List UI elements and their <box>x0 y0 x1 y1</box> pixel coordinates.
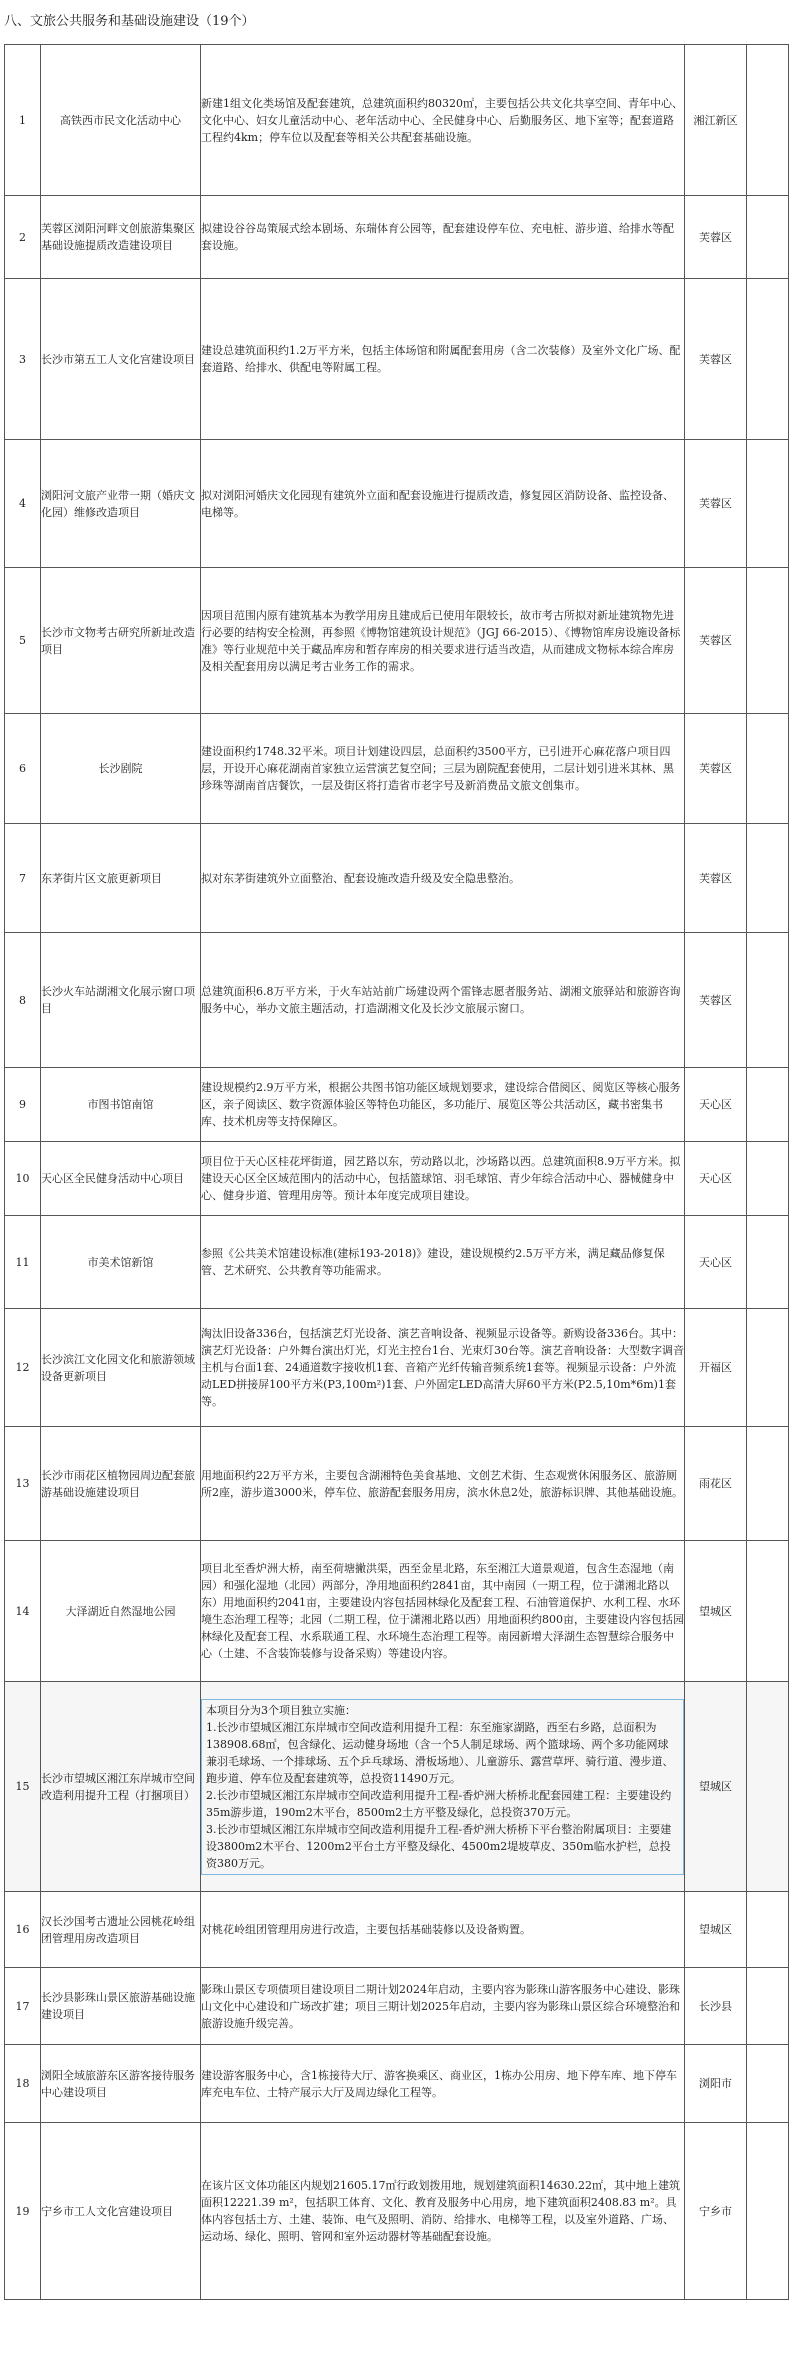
row-index: 13 <box>5 1427 41 1541</box>
project-description: 用地面积约22万平方米，主要包含湖湘特色美食基地、文创艺术街、生态观赏休闲服务区、旅游厕所2座，游步道3000米，停车位、旅游配套服务用房，滨水休息2处，旅游标识牌、其他基础设施。 <box>201 1427 685 1541</box>
project-description: 项目位于天心区桂花坪街道，园艺路以东，劳动路以北，沙场路以西。总建筑面积8.9万平方米。拟建设天心区全区域范围内的活动中心，包括篮球馆、羽毛球馆、青少年综合活动中心、器械健身中心、健身步道、管理用房等。预计本年度完成项目建设。 <box>201 1142 685 1216</box>
project-name: 汉长沙国考古遗址公园桃花岭组团管理用房改造项目 <box>41 1892 201 1968</box>
project-district: 望城区 <box>685 1682 747 1892</box>
project-district: 芙蓉区 <box>685 933 747 1068</box>
table-row <box>5 45 789 196</box>
table-row <box>5 824 789 933</box>
row-index: 17 <box>5 1968 41 2045</box>
row-index: 10 <box>5 1142 41 1216</box>
row-index: 19 <box>5 2123 41 2300</box>
row-index: 3 <box>5 279 41 440</box>
project-name: 长沙滨江文化园文化和旅游领域设备更新项目 <box>41 1309 201 1427</box>
project-district: 开福区 <box>685 1309 747 1427</box>
table-row <box>5 1968 789 2045</box>
project-name: 市图书馆南馆 <box>41 1068 201 1142</box>
project-district: 芙蓉区 <box>685 824 747 933</box>
table-row <box>5 1892 789 1968</box>
project-district: 望城区 <box>685 1892 747 1968</box>
row-index: 11 <box>5 1216 41 1309</box>
empty-cell <box>747 1216 789 1309</box>
row-index: 14 <box>5 1541 41 1682</box>
project-name: 市美术馆新馆 <box>41 1216 201 1309</box>
row-index: 9 <box>5 1068 41 1142</box>
empty-cell <box>747 1541 789 1682</box>
project-description: 总建筑面积6.8万平方米，于火车站站前广场建设两个雷锋志愿者服务站、湖湘文旅驿站和旅游咨询服务中心，举办文旅主题活动，打造湖湘文化及长沙文旅展示窗口。 <box>201 933 685 1068</box>
project-district: 湘江新区 <box>685 45 747 196</box>
table-row <box>5 933 789 1068</box>
project-district: 芙蓉区 <box>685 440 747 568</box>
empty-cell <box>747 824 789 933</box>
project-name: 大泽湖近自然湿地公园 <box>41 1541 201 1682</box>
project-name: 宁乡市工人文化宫建设项目 <box>41 2123 201 2300</box>
project-description: 拟对浏阳河婚庆文化园现有建筑外立面和配套设施进行提质改造，修复园区消防设备、监控设备、电梯等。 <box>201 440 685 568</box>
description-box <box>201 1699 684 1875</box>
row-index: 5 <box>5 568 41 714</box>
description-line: 1.长沙市望城区湘江东岸城市空间改造利用提升工程：东至施家湖路，西至右乡路，总面积为138908.68㎡，包含绿化、运动健身场地（含一个5人制足球场、两个篮球场、两个多功能网球兼羽毛球场、一个排球场、五个乒乓球场、滑板场地）、儿童游乐、露营草坪、骑行道、漫步道、跑步道、停车位及配套建筑等，总投资11490万元。 <box>206 1720 674 1785</box>
project-district: 芙蓉区 <box>685 196 747 279</box>
description-line: 3.长沙市望城区湘江东岸城市空间改造利用提升工程-香炉洲大桥桥下平台整治附属项目：主要建设3800m2木平台、1200m2平台土方平整及绿化、4500m2堤坡草皮、350m临水护栏，总投资380万元。 <box>206 1822 672 1870</box>
empty-cell <box>747 1427 789 1541</box>
empty-cell <box>747 45 789 196</box>
project-description: 对桃花岭组团管理用房进行改造，主要包括基础装修以及设备购置。 <box>201 1892 685 1968</box>
row-index: 6 <box>5 714 41 824</box>
project-name: 长沙火车站湖湘文化展示窗口项目 <box>41 933 201 1068</box>
row-index: 4 <box>5 440 41 568</box>
empty-cell <box>747 2123 789 2300</box>
empty-cell <box>747 279 789 440</box>
table-row <box>5 279 789 440</box>
empty-cell <box>747 714 789 824</box>
project-name: 高铁西市民文化活动中心 <box>41 45 201 196</box>
project-district: 芙蓉区 <box>685 568 747 714</box>
empty-cell <box>747 440 789 568</box>
project-district: 芙蓉区 <box>685 714 747 824</box>
table-row <box>5 440 789 568</box>
row-index: 1 <box>5 45 41 196</box>
project-district: 天心区 <box>685 1068 747 1142</box>
project-name: 天心区全民健身活动中心项目 <box>41 1142 201 1216</box>
table-row <box>5 196 789 279</box>
project-description: 拟建设谷谷岛策展式绘本剧场、东瑞体育公园等，配套建设停车位、充电桩、游步道、给排水等配套设施。 <box>201 196 685 279</box>
project-description: 拟对东茅街建筑外立面整治、配套设施改造升级及安全隐患整治。 <box>201 824 685 933</box>
table-row <box>5 1068 789 1142</box>
project-name: 长沙市雨花区植物园周边配套旅游基础设施建设项目 <box>41 1427 201 1541</box>
project-name: 浏阳河文旅产业带一期（婚庆文化园）维修改造项目 <box>41 440 201 568</box>
empty-cell <box>747 2045 789 2123</box>
project-description: 因项目范围内原有建筑基本为教学用房且建成后已使用年限较长，故市考古所拟对新址建筑物先进行必要的结构安全检测，再参照《博物馆建筑设计规范》（JGJ 66-2015）、《博物馆库房设施设备标准》等行业规范中关于藏品库房和暂存库房的相关要求进行适当改造，从而建成文物标本综合库房及相关配套用房以满足考古业务工作的需求。 <box>201 568 685 714</box>
empty-cell <box>747 568 789 714</box>
project-description: 新建1组文化类场馆及配套建筑，总建筑面积约80320㎡，主要包括公共文化共享空间、青年中心、文化中心、妇女儿童活动中心、老年活动中心、全民健身中心、后勤服务区、地下室等；配套道路工程约4km；停车位以及配套等相关公共配套基础设施。 <box>201 45 685 196</box>
empty-cell <box>747 1309 789 1427</box>
project-description: 淘汰旧设备336台，包括演艺灯光设备、演艺音响设备、视频显示设备等。新购设备336台。其中：演艺灯光设备：户外舞台演出灯光，灯光主控台1台、光束灯30台等。演艺音响设备：大型数字调音主机与台面1套、24通道数字接收机1套、音箱产光纤传输音频系统1套等。视频显示设备：户外流动LED拼接屏100平方米(P3,100m²)1套、户外固定LED高清大屏60平方米(P2.5,10m*6m)1套等。 <box>201 1309 685 1427</box>
project-district: 天心区 <box>685 1216 747 1309</box>
project-description: 建设游客服务中心，含1栋接待大厅、游客换乘区、商业区，1栋办公用房、地下停车库、地下停车库充电车位、土特产展示大厅及周边绿化工程等。 <box>201 2045 685 2123</box>
empty-cell <box>747 1682 789 1892</box>
project-name: 芙蓉区浏阳河畔文创旅游集聚区基础设施提质改造建设项目 <box>41 196 201 279</box>
row-index: 12 <box>5 1309 41 1427</box>
table-row <box>5 1309 789 1427</box>
row-index: 15 <box>5 1682 41 1892</box>
project-description: 项目北至香炉洲大桥，南至荷塘撇洪渠，西至金星北路，东至湘江大道景观道，包含生态湿地（南园）和强化湿地（北园）两部分，净用地面积约2841亩，其中南园（一期工程，位于潇湘北路以东）用地面积约2041亩，主要建设内容包括园林绿化及配套工程、石油管道保护、水利工程、水环境生态治理工程等；北园（二期工程，位于潇湘北路以西）用地面积约800亩，主要建设内容包括园林绿化及配套工程、水系联通工程、水环境生态治理工程等。南园新增大泽湖生态智慧综合服务中心（土建、不含装饰装修与设备采购）等建设内容。 <box>201 1541 685 1682</box>
description-line: 2.长沙市望城区湘江东岸城市空间改造利用提升工程-香炉洲大桥桥北配套园建工程：主要建设约35m游步道，190m2木平台，8500m2土方平整及绿化，总投资370万元。 <box>206 1788 672 1819</box>
empty-cell <box>747 1968 789 2045</box>
table-row <box>5 1216 789 1309</box>
table-row <box>5 1682 789 1892</box>
table-row <box>5 2045 789 2123</box>
project-district: 雨花区 <box>685 1427 747 1541</box>
empty-cell <box>747 933 789 1068</box>
project-name: 长沙县影珠山景区旅游基础设施建设项目 <box>41 1968 201 2045</box>
project-name: 长沙市第五工人文化宫建设项目 <box>41 279 201 440</box>
project-district: 芙蓉区 <box>685 279 747 440</box>
project-description: 影珠山景区专项债项目建设项目二期计划2024年启动，主要内容为影珠山游客服务中心建设、影珠山文化中心建设和广场改扩建；项目三期计划2025年启动，主要内容为影珠山景区综合环境整治和旅游设施升级完善。 <box>201 1968 685 2045</box>
row-index: 8 <box>5 933 41 1068</box>
table-row <box>5 1541 789 1682</box>
project-district: 天心区 <box>685 1142 747 1216</box>
table-row <box>5 714 789 824</box>
project-name: 东茅街片区文旅更新项目 <box>41 824 201 933</box>
row-index: 18 <box>5 2045 41 2123</box>
table-row <box>5 1142 789 1216</box>
project-table <box>4 44 789 2300</box>
project-name: 长沙剧院 <box>41 714 201 824</box>
project-description: 参照《公共美术馆建设标准(建标193-2018)》建设，建设规模约2.5万平方米，满足藏品修复保管、艺术研究、公共教育等功能需求。 <box>201 1216 685 1309</box>
table-row <box>5 568 789 714</box>
row-index: 16 <box>5 1892 41 1968</box>
project-name: 长沙市文物考古研究所新址改造项目 <box>41 568 201 714</box>
project-district: 宁乡市 <box>685 2123 747 2300</box>
project-description <box>201 1682 685 1892</box>
empty-cell <box>747 1068 789 1142</box>
row-index: 2 <box>5 196 41 279</box>
project-description: 在该片区文体功能区内规划21605.17㎡行政划拨用地，规划建筑面积14630.22㎡，其中地上建筑面积12221.39 m²，包括职工体育、文化、教育及服务中心用房，地下建筑面积2408.83 m²。具体内容包括土方、土建、装饰、电气及照明、消防、给排水、电梯等工程，以及室外道路、广场、运动场、绿化、照明、管网和室外运动器材等基础配套设施。 <box>201 2123 685 2300</box>
empty-cell <box>747 196 789 279</box>
empty-cell <box>747 1892 789 1968</box>
project-district: 长沙县 <box>685 1968 747 2045</box>
project-district: 望城区 <box>685 1541 747 1682</box>
table-row <box>5 2123 789 2300</box>
project-name: 浏阳全域旅游东区游客接待服务中心建设项目 <box>41 2045 201 2123</box>
description-line: 本项目分为3个项目独立实施： <box>206 1703 356 1717</box>
empty-cell <box>747 1142 789 1216</box>
project-name: 长沙市望城区湘江东岸城市空间改造利用提升工程（打捆项目） <box>41 1682 201 1892</box>
table-row <box>5 1427 789 1541</box>
project-description: 建设总建筑面积约1.2万平方米，包括主体场馆和附属配套用房（含二次装修）及室外文化广场、配套道路、给排水、供配电等附属工程。 <box>201 279 685 440</box>
project-description: 建设规模约2.9万平方米，根据公共图书馆功能区域规划要求，建设综合借阅区、阅览区等核心服务区，亲子阅读区、数字资源体验区等特色功能区，多功能厅、展览区等公共活动区，藏书密集书库、技术机房等支持保障区。 <box>201 1068 685 1142</box>
section-title: 八、文旅公共服务和基础设施建设（19个） <box>4 14 255 29</box>
project-district: 浏阳市 <box>685 2045 747 2123</box>
project-description: 建设面积约1748.32平米。项目计划建设四层，总面积约3500平方，已引进开心麻花落户项目四层，开设开心麻花湖南首家独立运营演艺复空间；三层为剧院配套使用，二层计划引进米其林、黑珍珠等湖南首店餐饮，一层及街区将打造省市老字号及新消费品文旅文创集市。 <box>201 714 685 824</box>
row-index: 7 <box>5 824 41 933</box>
